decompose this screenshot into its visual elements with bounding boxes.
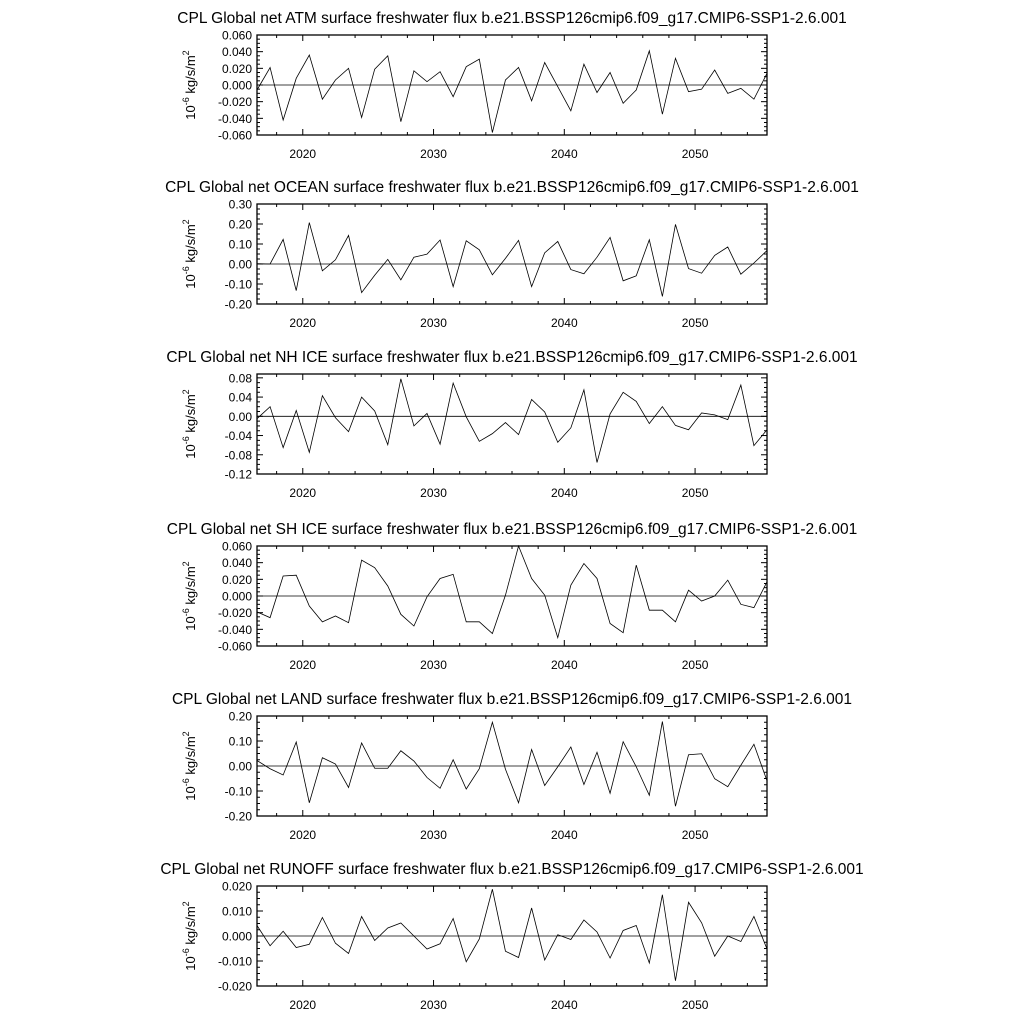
y-axis-label-part: 10	[183, 956, 198, 971]
y-tick-label: 0.000	[221, 929, 252, 944]
y-tick-label: 0.20	[228, 217, 252, 232]
y-axis-label-part: -6	[181, 608, 191, 617]
x-tick-label: 2030	[420, 486, 447, 500]
chart-panel-1	[177, 10, 846, 161]
x-tick-label: 2050	[681, 998, 709, 1012]
y-axis-label-part: -6	[181, 436, 191, 445]
y-tick-label: 0.00	[228, 257, 252, 272]
data-series-line	[257, 51, 767, 133]
y-tick-label: -0.020	[217, 979, 252, 994]
x-tick-label: 2020	[289, 658, 317, 672]
y-tick-label: -0.040	[217, 622, 252, 637]
x-tick-label: 2040	[550, 658, 578, 672]
chart-panel-6	[160, 861, 863, 1012]
y-tick-label: 0.20	[228, 709, 252, 724]
y-tick-label: 0.040	[221, 556, 252, 571]
chart-panel-3	[166, 349, 857, 500]
y-axis-label-part: 2	[181, 731, 191, 737]
chart-title: CPL Global net LAND surface freshwater flux b.e21.BSSP126cmip6.f09_g17.CMIP6-SSP1-2.6.001	[171, 691, 853, 708]
x-tick-label: 2030	[420, 316, 447, 330]
x-tick-label: 2050	[681, 316, 709, 330]
chart-panel-4	[167, 521, 857, 672]
y-tick-label: 0.000	[221, 589, 252, 604]
y-tick-label: 0.08	[228, 371, 252, 386]
y-axis-label-part: 10	[183, 105, 198, 120]
x-tick-label: 2020	[289, 828, 317, 842]
data-series-line	[257, 722, 767, 807]
chart-title: CPL Global net SH ICE surface freshwater flux b.e21.BSSP126cmip6.f09_g17.CMIP6-SSP1-2.6.001	[166, 521, 858, 538]
chart-title: CPL Global net OCEAN surface freshwater flux b.e21.BSSP126cmip6.f09_g17.CMIP6-SSP1-2.6.001	[165, 179, 859, 196]
x-tick-label: 2020	[289, 316, 317, 330]
x-tick-label: 2040	[550, 998, 578, 1012]
y-axis-label-part: -6	[181, 266, 191, 275]
chart-title: CPL Global net RUNOFF surface freshwater flux b.e21.BSSP126cmip6.f09_g17.CMIP6-SSP1-2.6.001	[160, 861, 864, 878]
x-tick-label: 2040	[550, 828, 578, 842]
y-tick-label: -0.010	[217, 954, 252, 969]
y-axis-label	[181, 731, 198, 800]
y-axis-label-part: 2	[181, 219, 191, 225]
x-tick-label: 2030	[420, 658, 447, 672]
y-axis-label	[181, 561, 198, 630]
chart-title: CPL Global net ATM surface freshwater flux b.e21.BSSP126cmip6.f09_g17.CMIP6-SSP1-2.6.001	[177, 10, 847, 27]
y-tick-label: 0.020	[221, 879, 252, 894]
y-axis-label-part: kg/s/m	[183, 906, 198, 949]
data-series-line	[257, 223, 767, 297]
y-axis-label-part: kg/s/m	[183, 394, 198, 437]
y-axis-label-part: kg/s/m	[183, 736, 198, 779]
plot-frame	[257, 204, 767, 304]
y-tick-label: -0.10	[224, 784, 252, 799]
x-tick-label: 2030	[420, 828, 447, 842]
y-axis-label-part: kg/s/m	[183, 566, 198, 609]
y-tick-label: -0.20	[224, 809, 252, 824]
y-tick-label: -0.060	[217, 639, 252, 654]
y-axis-label-part: 10	[183, 786, 198, 801]
y-axis-label-part: 10	[183, 616, 198, 631]
x-tick-label: 2050	[681, 828, 709, 842]
data-series-line	[257, 379, 767, 463]
y-axis-label-part: kg/s/m	[183, 55, 198, 98]
y-axis-label-part: 10	[183, 274, 198, 289]
y-tick-label: 0.00	[228, 759, 252, 774]
x-tick-label: 2050	[681, 147, 709, 161]
x-tick-label: 2030	[420, 998, 447, 1012]
y-axis-label-part: -6	[181, 778, 191, 787]
y-axis-label-part: -6	[181, 948, 191, 957]
plot-frame	[257, 374, 767, 474]
x-tick-label: 2040	[550, 147, 578, 161]
y-axis-label	[181, 901, 198, 970]
y-tick-label: 0.020	[221, 61, 252, 76]
y-tick-label: 0.000	[221, 78, 252, 93]
data-series-line	[257, 889, 767, 981]
y-tick-label: -0.10	[224, 277, 252, 292]
y-tick-label: 0.00	[228, 409, 252, 424]
chart-panel-5	[172, 691, 852, 842]
y-tick-label: -0.20	[224, 297, 252, 312]
y-tick-label: -0.060	[217, 128, 252, 143]
chart-panel-2	[165, 179, 859, 330]
x-tick-label: 2040	[550, 316, 578, 330]
y-tick-label: 0.060	[221, 539, 252, 554]
y-tick-label: 0.010	[221, 904, 252, 919]
x-tick-label: 2020	[289, 147, 317, 161]
data-series-line	[257, 546, 767, 638]
y-tick-label: -0.04	[224, 429, 252, 444]
y-axis-label	[181, 50, 198, 119]
y-tick-label: -0.020	[217, 95, 252, 110]
y-axis-label-part: 2	[181, 901, 191, 907]
y-tick-label: 0.040	[221, 45, 252, 60]
y-tick-label: 0.04	[228, 390, 252, 405]
y-axis-label-part: 2	[181, 561, 191, 567]
x-tick-label: 2050	[681, 658, 709, 672]
y-axis-label-part: -6	[181, 97, 191, 106]
y-axis-label	[181, 219, 198, 288]
y-tick-label: -0.040	[217, 111, 252, 126]
y-axis-label-part: kg/s/m	[183, 224, 198, 267]
x-tick-label: 2020	[289, 486, 317, 500]
y-tick-label: 0.060	[221, 28, 252, 43]
x-tick-label: 2030	[420, 147, 447, 161]
x-tick-label: 2040	[550, 486, 578, 500]
y-axis-label-part: 2	[181, 50, 191, 56]
x-tick-label: 2020	[289, 998, 317, 1012]
x-tick-label: 2050	[681, 486, 709, 500]
y-tick-label: 0.30	[228, 197, 252, 212]
y-tick-label: -0.12	[224, 467, 252, 482]
y-tick-label: -0.020	[217, 606, 252, 621]
y-tick-label: 0.10	[228, 734, 252, 749]
y-tick-label: 0.020	[221, 572, 252, 587]
chart-title: CPL Global net NH ICE surface freshwater flux b.e21.BSSP126cmip6.f09_g17.CMIP6-SSP1-2.6.001	[166, 349, 858, 366]
y-axis-label-part: 10	[183, 444, 198, 459]
y-axis-label	[181, 389, 198, 458]
y-axis-label-part: 2	[181, 389, 191, 395]
y-tick-label: -0.08	[224, 448, 252, 463]
y-tick-label: 0.10	[228, 237, 252, 252]
